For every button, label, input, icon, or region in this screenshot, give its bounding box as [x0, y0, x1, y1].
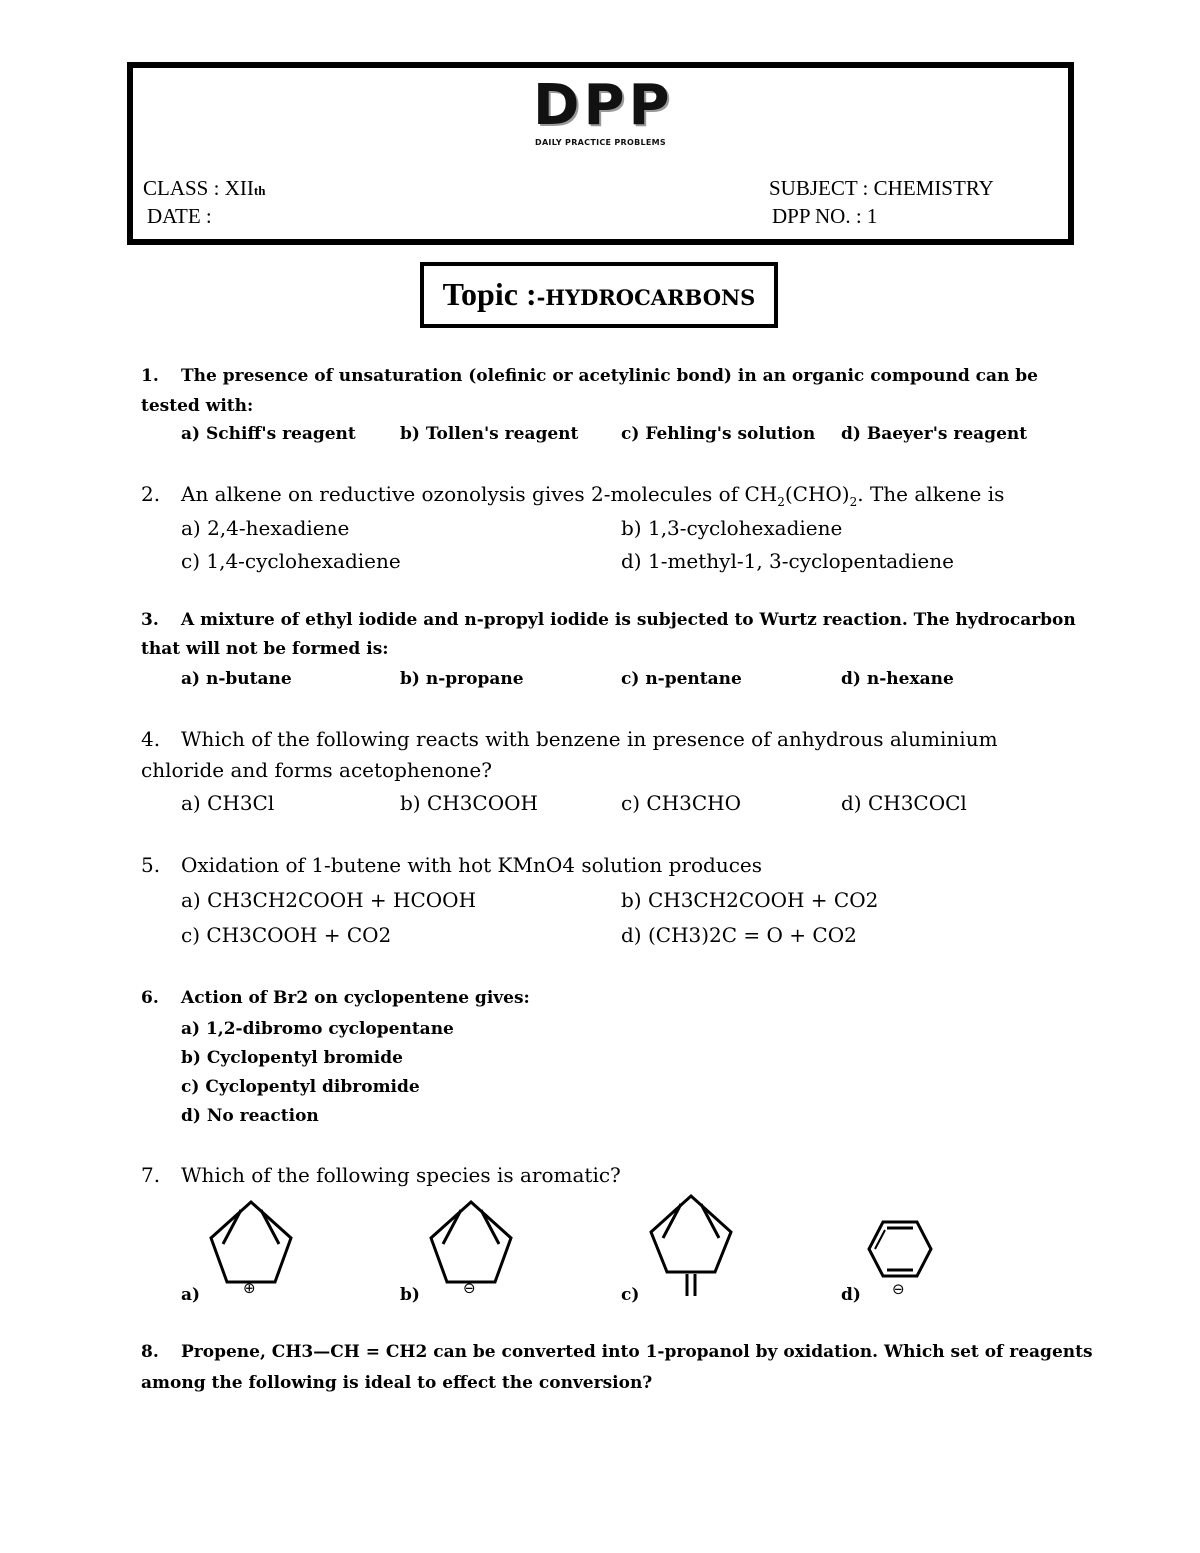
q2-option-a[interactable]: a) 2,4-hexadiene [181, 516, 350, 540]
q2-option-b[interactable]: b) 1,3-cyclohexadiene [621, 516, 843, 540]
q4-option-b[interactable]: b) CH3COOH [400, 791, 538, 815]
class-label: CLASS : XIIth [143, 176, 266, 200]
q5-option-c[interactable]: c) CH3COOH + CO2 [181, 923, 392, 947]
q3-option-d[interactable]: d) n-hexane [841, 669, 954, 689]
q2-option-c[interactable]: c) 1,4-cyclohexadiene [181, 549, 401, 573]
q3-option-b[interactable]: b) n-propane [400, 669, 524, 689]
fulvene-structure [645, 1190, 737, 1300]
date-label: DATE : [147, 204, 212, 228]
q6-option-a[interactable]: a) 1,2-dibromo cyclopentane [181, 1019, 454, 1039]
q4-option-d[interactable]: d) CH3COCl [841, 791, 967, 815]
q7-option-a[interactable]: a) [181, 1285, 201, 1305]
negative-charge-icon: ⊖ [463, 1279, 476, 1297]
q3-option-c[interactable]: c) n-pentane [621, 669, 742, 689]
question-3-line2: that will not be formed is: [141, 639, 389, 659]
topic-label: Topic : [442, 276, 537, 312]
q7-option-c[interactable]: c) [621, 1285, 640, 1305]
header-box [127, 62, 1074, 245]
subject-label: SUBJECT : CHEMISTRY [769, 176, 994, 200]
positive-charge-icon: ⊕ [243, 1279, 256, 1297]
q3-option-a[interactable]: a) n-butane [181, 669, 292, 689]
topic-box [420, 262, 778, 328]
question-8-line2: among the following is ideal to effect the conversion? [141, 1373, 653, 1393]
question-4-line2: chloride and forms acetophenone? [141, 758, 492, 782]
cyclopentadienyl-anion-structure [425, 1198, 517, 1288]
q7-option-d[interactable]: d) [841, 1285, 861, 1305]
question-4: 4. Which of the following reacts with benzene in presence of anhydrous aluminium [141, 727, 998, 751]
q1-option-a[interactable]: a) Schiff's reagent [181, 424, 356, 444]
question-1: 1. The presence of unsaturation (olefinic or acetylinic bond) in an organic compound can be [141, 366, 1038, 386]
q7-option-b[interactable]: b) [400, 1285, 420, 1305]
dpp-logo: DPP [533, 73, 674, 138]
q5-option-b[interactable]: b) CH3CH2COOH + CO2 [621, 888, 879, 912]
q1-option-b[interactable]: b) Tollen's reagent [400, 424, 579, 444]
question-8: 8. Propene, CH3—CH = CH2 can be converted into 1-propanol by oxidation. Which set of reagents [141, 1342, 1093, 1362]
dpp-logo-subtitle: DAILY PRACTICE PROBLEMS [535, 138, 666, 147]
negative-charge-icon-d: ⊖ [892, 1280, 905, 1298]
cyclopentadienyl-cation-structure [205, 1198, 297, 1288]
question-2: 2. An alkene on reductive ozonolysis gives 2-molecules of $CH_2(CHO)_2$. The alkene is [141, 482, 1005, 509]
q6-option-c[interactable]: c) Cyclopentyl dibromide [181, 1077, 420, 1097]
question-5: 5. Oxidation of 1-butene with hot KMnO4 solution produces [141, 853, 762, 877]
q4-option-a[interactable]: a) CH3Cl [181, 791, 275, 815]
dpp-number: DPP NO. : 1 [772, 204, 878, 228]
question-6: 6. Action of Br2 on cyclopentene gives: [141, 988, 530, 1008]
q6-option-d[interactable]: d) No reaction [181, 1106, 319, 1126]
q1-option-c[interactable]: c) Fehling's solution [621, 424, 816, 444]
q2-option-d[interactable]: d) 1-methyl-1, 3-cyclopentadiene [621, 549, 954, 573]
q4-option-c[interactable]: c) CH3CHO [621, 791, 741, 815]
question-1-line2: tested with: [141, 396, 254, 416]
q6-option-b[interactable]: b) Cyclopentyl bromide [181, 1048, 403, 1068]
topic-value: -HYDROCARBONS [536, 285, 756, 310]
question-3: 3. A mixture of ethyl iodide and n-propyl iodide is subjected to Wurtz reaction. The hydrocarbon [141, 610, 1076, 630]
question-7: 7. Which of the following species is aromatic? [141, 1163, 621, 1187]
cycloheptatrienyl-anion-structure [865, 1218, 935, 1280]
q1-option-d[interactable]: d) Baeyer's reagent [841, 424, 1028, 444]
q5-option-a[interactable]: a) CH3CH2COOH + HCOOH [181, 888, 477, 912]
q5-option-d[interactable]: d) (CH3)2C = O + CO2 [621, 923, 857, 947]
